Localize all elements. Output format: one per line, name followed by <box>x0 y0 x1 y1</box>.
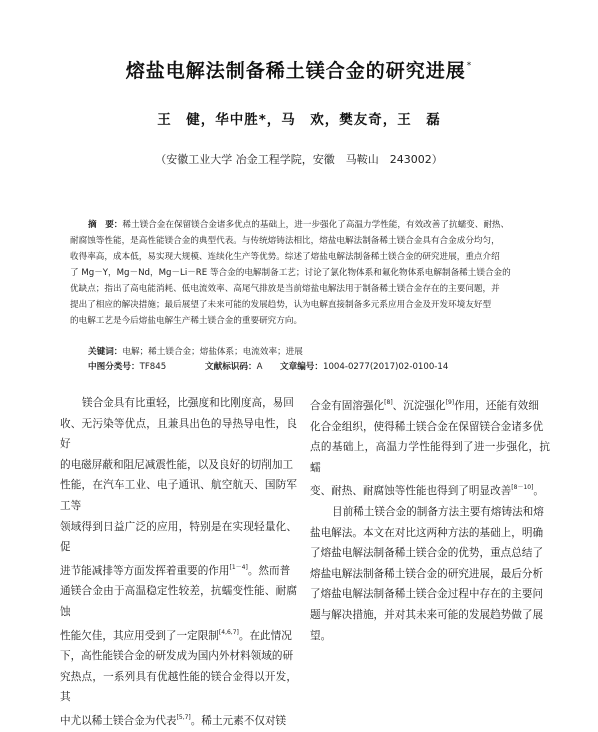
body-text: 下，高性能镁合金的研发成为国内外材料领域的研 <box>60 650 294 663</box>
paper-title <box>0 56 598 83</box>
classification-label: 中图分类号： <box>88 362 140 372</box>
author-list: 王 健，华中胜*，马 欢，樊友奇，王 磊 <box>157 112 441 128</box>
body-text: 了熔盐电解法制备稀土镁合金的优势，重点总结了 <box>310 547 544 560</box>
citation-mark: [9] <box>445 399 455 406</box>
classification-value: TF845 <box>139 362 167 372</box>
body-line <box>310 543 550 564</box>
body-text: 收、无污染等优点，且兼具出色的导热导电性，良好 <box>60 417 297 451</box>
body-line <box>310 564 550 585</box>
body-line <box>310 605 550 626</box>
abstract-text: 稀土镁合金在保留镁合金诸多优点的基础上，进一步强化了高温力学性能，有效改善了抗蠕变、耐热、 <box>122 220 510 230</box>
document-code-label: 文献标识码： <box>205 362 257 372</box>
body-text: 作用，还能有效细 <box>454 400 539 412</box>
body-text: 。 <box>533 485 545 498</box>
body-line <box>310 584 550 605</box>
body-text: 的电磁屏蔽和阻尼减震性能，以及良好的切削加工 <box>60 458 294 471</box>
body-text: 题与解决措施，并对其未来可能的发展趋势做了展 <box>310 608 544 621</box>
abstract-line: 收得率高，成本低，易实现大规模、连续化生产等优势。综述了熔盐电解法制备稀土镁合金的研究进展，重点介绍 <box>70 252 500 262</box>
body-line <box>60 558 297 582</box>
body-line <box>60 708 297 732</box>
document-code <box>205 360 262 372</box>
body-line <box>60 455 297 476</box>
title-text: 熔盐电解法制备稀土镁合金的研究进展 <box>125 60 466 82</box>
body-text: 目前稀土镁合金的制备方法主要有熔铸法和熔 <box>332 505 544 518</box>
body-text: 。然而普 <box>247 564 291 577</box>
affiliation: （安徽工业大学 冶金工程学院，安徽 马鞍山 243002） <box>155 153 443 166</box>
abstract-line: 的电解工艺是今后熔盐电解生产稀土镁合金的重要研究方向。 <box>70 316 303 326</box>
body-line <box>60 393 297 414</box>
keywords-text: 电解；稀土镁合金；熔盐体系；电流效率；进展 <box>122 347 303 357</box>
body-text: 望。 <box>310 629 332 642</box>
body-line <box>60 623 297 647</box>
body-text: 性能欠佳，其应用受到了一定限制 <box>60 629 219 642</box>
body-text: 熔盐电解法制备稀土镁合金的研究进展，最后分析 <box>310 567 544 580</box>
body-line <box>60 475 297 516</box>
citation-mark: [4,6,7] <box>218 628 239 636</box>
citation-mark: [5,7] <box>176 713 191 721</box>
abstract-label: 摘 要： <box>88 220 123 230</box>
body-line <box>60 517 297 558</box>
body-line <box>310 502 550 523</box>
body-text: 进节能减排等方面发挥着重要的作用 <box>60 564 230 577</box>
keywords <box>88 345 303 357</box>
body-text: 镁合金具有比重轻，比强度和比刚度高，易回 <box>82 397 294 409</box>
body-text: 。在此情况 <box>238 629 292 642</box>
abstract <box>70 217 532 329</box>
body-text: 性能，在汽车工业、电子通讯、航空航天、国防军工等 <box>60 479 297 512</box>
body-column-left <box>60 393 297 732</box>
article-number-label: 文章编号： <box>280 362 323 372</box>
body-line <box>310 393 550 417</box>
body-text: 中尤以稀土镁合金为代表 <box>60 714 177 727</box>
classification-number <box>88 360 166 372</box>
body-line <box>310 523 550 544</box>
abstract-line <box>70 217 532 233</box>
body-text: 领域得到日益广泛的应用，特别是在实现轻量化、促 <box>60 520 297 554</box>
body-text: 化合金组织，使得稀土镁合金在保留镁合金诸多优 <box>310 420 544 433</box>
document-code-value: A <box>256 362 263 372</box>
body-text: 究热点，一系列具有优越性能的镁合金得以开发，其 <box>60 670 297 704</box>
body-line <box>60 646 297 667</box>
body-line <box>310 478 550 502</box>
article-number <box>280 360 448 372</box>
body-text: 了熔盐电解法制备稀土镁合金过程中存在的主要问 <box>310 588 544 601</box>
body-line <box>310 437 550 478</box>
citation-mark: [8－10] <box>511 484 534 492</box>
title-footnote-mark: * <box>466 61 473 71</box>
body-line <box>60 414 297 455</box>
body-line <box>60 581 297 622</box>
abstract-line: 优缺点；指出了高电能消耗、低电流效率、高尾气排放是当前熔盐电解法用于制备稀土镁合金存在的主要问题，并 <box>70 284 500 294</box>
body-text: 。稀土元素不仅对镁 <box>190 714 287 727</box>
body-text: 合金有固溶强化 <box>310 400 385 412</box>
body-line <box>60 667 297 708</box>
article-number-value: 1004-0277(2017)02-0100-14 <box>322 362 449 372</box>
body-line <box>310 626 550 647</box>
body-text: 盐电解法。本文在对比这两种方法的基础上，明确 <box>310 526 544 539</box>
body-line <box>310 417 550 438</box>
body-text: 变、耐热、耐腐蚀等性能也得到了明显改善 <box>310 485 512 498</box>
abstract-line: 耐腐蚀等性能，是高性能镁合金的典型代表。与传统熔铸法相比，熔盐电解法制备稀土镁合金具有合金成分均匀， <box>70 236 500 246</box>
body-text: 通镁合金由于高温稳定性较差，抗蠕变性能、耐腐蚀 <box>60 585 297 618</box>
body-column-right <box>310 393 550 646</box>
abstract-line: 了 Mg－Y，Mg－Nd，Mg－Li－RE 等合金的电解制备工艺；讨论了氯化物体系和氟化物体系电解制备稀土镁合金的 <box>70 268 511 278</box>
body-text: 、沉淀强化 <box>392 400 446 412</box>
body-text: 点的基础上，高温力学性能得到了进一步强化，抗蠕 <box>310 441 550 474</box>
abstract-line: 提出了相应的解决措施；最后展望了未来可能的发展趋势，认为电解直接制备多元系应用合金及开发环境友好型 <box>70 300 492 310</box>
citation-mark: [8] <box>384 399 393 406</box>
citation-mark: [1－4] <box>229 563 248 571</box>
keywords-label: 关键词： <box>88 347 123 357</box>
